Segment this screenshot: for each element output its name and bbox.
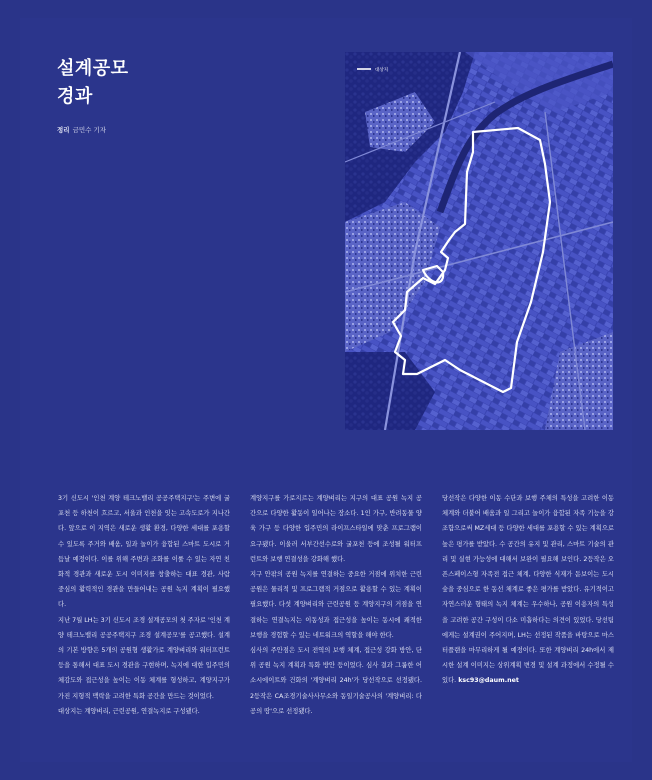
- col2-paragraph-2: 지구 안팎의 공원 녹지를 연결하는 중요한 거점에 위치한 근린공원은 물리적 및 프로그램적 거점으로 활용할 수 있는 계획이 필요했다. 다섯 계양벼리와 근린공원 등 계양지구의 거점을 연결하는 연결녹지는 이동성과 접근성을 높이는 동시에 쾌적한 보행을 경험할 수 있는 네트워크의 역할을 해야 한다.: [250, 571, 422, 639]
- col2-paragraph-1: 계양지구를 가로지르는 계양벼리는 지구의 대표 공원 녹지 공간으로 다양한 활동이 일어나는 장소다. 1인 가구, 반려동물 양육 가구 등 다양한 입주민의 라이프스타일에 맞춘 프로그램이 요구됐다. 이울러 서부간선수로와 굴포천 등에 조성될 워터프런트와 보행 연결성을 강화해 했다.: [250, 495, 422, 563]
- byline-name: 금민수 기자: [72, 126, 107, 134]
- legend-label: 대상지: [375, 68, 389, 73]
- author-email[interactable]: ksc93@daum.net: [458, 677, 519, 685]
- col3-paragraph-1: [442, 491, 614, 689]
- title-line-1: 설계공모: [57, 58, 129, 79]
- byline: [57, 125, 106, 134]
- site-map-image: [345, 52, 613, 430]
- col1-paragraph-1: 3기 신도시 '인천 계양 테크노밸리 공공주택지구'는 주변에 굴포천 등 하천이 흐르고, 서울과 인천을 잇는 고속도로가 지나간다. 앞으로 이 지역은 새로운 생활 환경, 다양한 세대를 포용할 수 있도록 주거와 배움, 일과 놀이가 융합된 스마트 도시로 거듭날 예정이다. 이를 위해 주변과 조화를 이룰 수 있는 자연 친화적 경관과 새로운 도시 이미지를 창출하는 대표 경관, 사람 중심의 활력적인 경관을 만들어내는 공원 녹지 계획이 필요했다.: [58, 495, 230, 609]
- col1-paragraph-2: 지난 7월 LH는 3기 신도시 조경 설계공모의 첫 주자로 '인천 계양 테크노밸리 공공주택지구 조경 설계공모'를 공고했다. 설계의 기본 방향은 5개의 공원형 생활가로 계양벼리와 워터프런트 등을 통해서 대표 도시 경관을 구현하며, 녹지에 대한 입주민의 체감도와 접근성을 높이는 이동 체계를 형성하고, 계양지구가 가진 지형적 맥락을 고려한 특화 공간을 만드는 것이었다.: [58, 616, 230, 700]
- col3-text: 당선작은 다양한 이동 수단과 보행 주체의 특성을 고려한 이동 체계와 더불어 배움과 일 그리고 놀이가 융합된 자족 기능을 강조함으로써 MZ세대 등 다양한 세대를 포용할 수 있는 계획으로 높은 평가를 받았다. 수 공간의 유지 및 관리, 스마트 기술의 관리 및 실현 가능성에 대해서 보완이 필요해 보인다. 2등작은 오픈스페이스형 자족전 접근 체계, 다양한 식재가 돋보이는 도시숲을 중심으로 한 동선 체계로 좋은 평가를 받았다. 유기적이고 자연스러운 형태의 녹지 체계는 우수하나, 공원 이용자의 특성을 고려한 공간 구성이 다소 미흡하다는 의견이 있었다. 당선팀에게는 설계권이 주어지며, LH는 선정된 작품을 바탕으로 마스터플랜을 마무리하게 될 예정이다. 또한 계양벼리 24h에서 제시한 설계 이미지는 상위계획 변경 및 설계 과정에서 수정될 수 있다.: [442, 495, 614, 685]
- col2-paragraph-3: 심사의 주안점은 도시 전역의 보행 체계, 접근성 강화 방안, 단위 공원 녹지 계획과 특화 방안 등이었다. 심사 결과 그룹한 어소시에이트와 건화의 '계양벼리 24h'가 당선작으로 선정됐다. 2등작은 CA조경기술사사무소와 동일기술공사의 '계양벼리: 다공의 땅'으로 선정됐다.: [250, 647, 422, 715]
- byline-label: 정리: [57, 126, 70, 134]
- body-column-1: [58, 491, 230, 719]
- title-line-2: 경과: [57, 86, 93, 107]
- body-column-2: [250, 491, 422, 719]
- body-column-3: [442, 491, 614, 689]
- col1-paragraph-3: 대상지는 계양벼리, 근린공원, 연결녹지로 구성됐다.: [58, 707, 200, 715]
- article-title: [57, 55, 129, 111]
